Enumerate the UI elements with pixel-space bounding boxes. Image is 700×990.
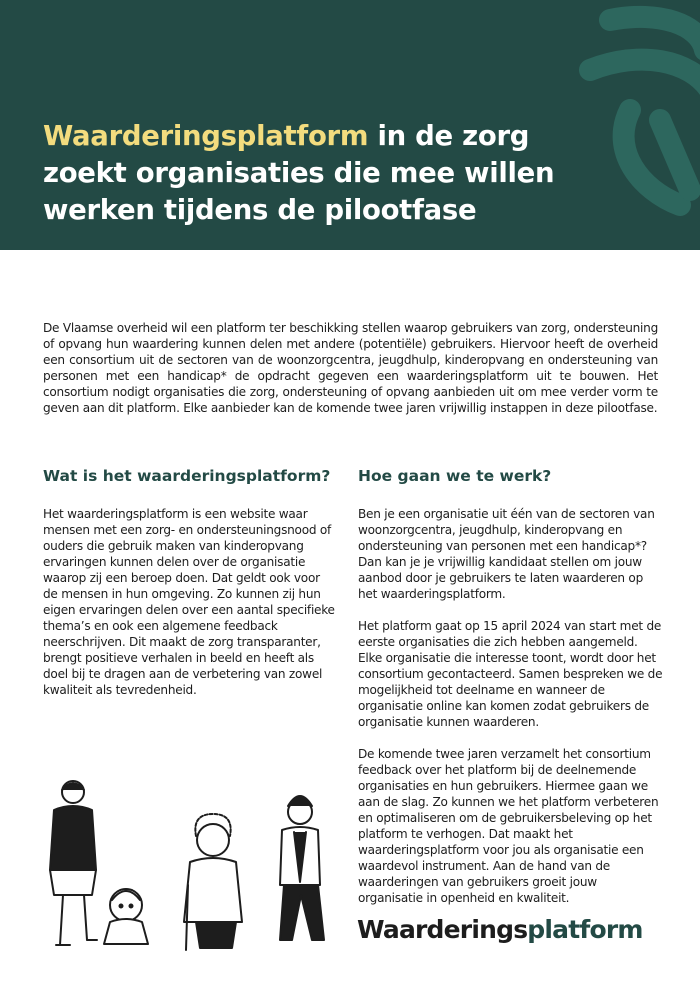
left-paragraph: Het waarderingsplatform is een website waar mensen met een zorg- en ondersteuningsnood of ouders die gebruik maken van kinderopvang ervaringen kunnen delen over de organisatie waarop zij een beroep doen. Dat geldt ook voor de mensen in hun omgeving. Zo kunnen zij hun eigen ervaringen delen over een aantal specifieke thema’s en ook een algemene feedback neerschrijven. Dit maakt de zorg transparanter, brengt positieve verhalen in beeld en heeft als doel bij te dragen aan de verbetering van zowel kwaliteit als tevredenheid.: [43, 507, 335, 697]
right-paragraph-2: Het platform gaat op 15 april 2024 van start met de eerste organisaties die zich hebben aangemeld. Elke organisatie die interesse toont, wordt door het consortium gecontacteerd. Samen bespreken we de mogelijkheid tot deelname en wanneer de organisatie online kan komen zodat gebruikers de organisatie kunnen waarderen.: [358, 619, 663, 729]
left-heading: Wat is het waarderingsplatform?: [43, 467, 331, 485]
title-line1-rest: in de zorg: [368, 120, 530, 152]
title-highlight: Waarderingsplatform: [43, 120, 369, 152]
platform-logo: [357, 915, 643, 944]
title-line3: werken tijdens de pilootfase: [43, 194, 477, 226]
right-paragraph-1: Ben je een organisatie uit één van de sectoren van woonzorgcentra, jeugdhulp, kinderopvang en ondersteuning van personen met een handicap*? Dan kan je je vrijwillig kandidaat stellen om jouw aanbod door je gebruikers te laten waarderen op het waarderingsplatform.: [358, 507, 655, 601]
right-paragraph-3: De komende twee jaren verzamelt het consortium feedback over het platform bij de deelnemende organisaties en hun gebruikers. Hiermee gaan we aan de slag. Zo kunnen we het platform verbeteren en optimaliseren om de gebruikersbeleving op het platform te verhogen. Dat maakt het waarderingsplatform voor jou als organisatie een waardevol instrument. Aan de hand van de waarderingen van gebruikers groeit jouw organisatie in openheid en kwaliteit.: [358, 747, 659, 905]
logo-part2: platform: [527, 915, 643, 944]
right-column: [358, 466, 663, 922]
left-column: [43, 466, 335, 714]
title-line2: zoekt organisaties die mee willen: [43, 157, 555, 189]
right-heading: Hoe gaan we te werk?: [358, 467, 552, 485]
logo-part1: Waarderings: [357, 915, 528, 944]
page-title: [43, 118, 643, 229]
intro-paragraph: De Vlaamse overheid wil een platform ter beschikking stellen waarop gebruikers van zorg, ondersteuning of opvang hun waardering kunnen delen met andere (potentiële) gebruikers. Hiervoor heeft de overheid een consortium uit de sectoren van de woonzorgcentra, jeugdhulp, kinderopvang en ondersteuning van personen met een handicap* de opdracht gegeven een waarderingsplatform uit te bouwen. Het consortium nodigt organisaties die zorg, ondersteuning of opvang aanbieden uit om mee verder vorm te geven aan dit platform. Elke aanbieder kan de komende twee jaren vrijwillig instappen in deze pilootfase.: [43, 321, 658, 415]
header-banner: [0, 0, 700, 250]
people-illustration-icon: [38, 770, 338, 955]
